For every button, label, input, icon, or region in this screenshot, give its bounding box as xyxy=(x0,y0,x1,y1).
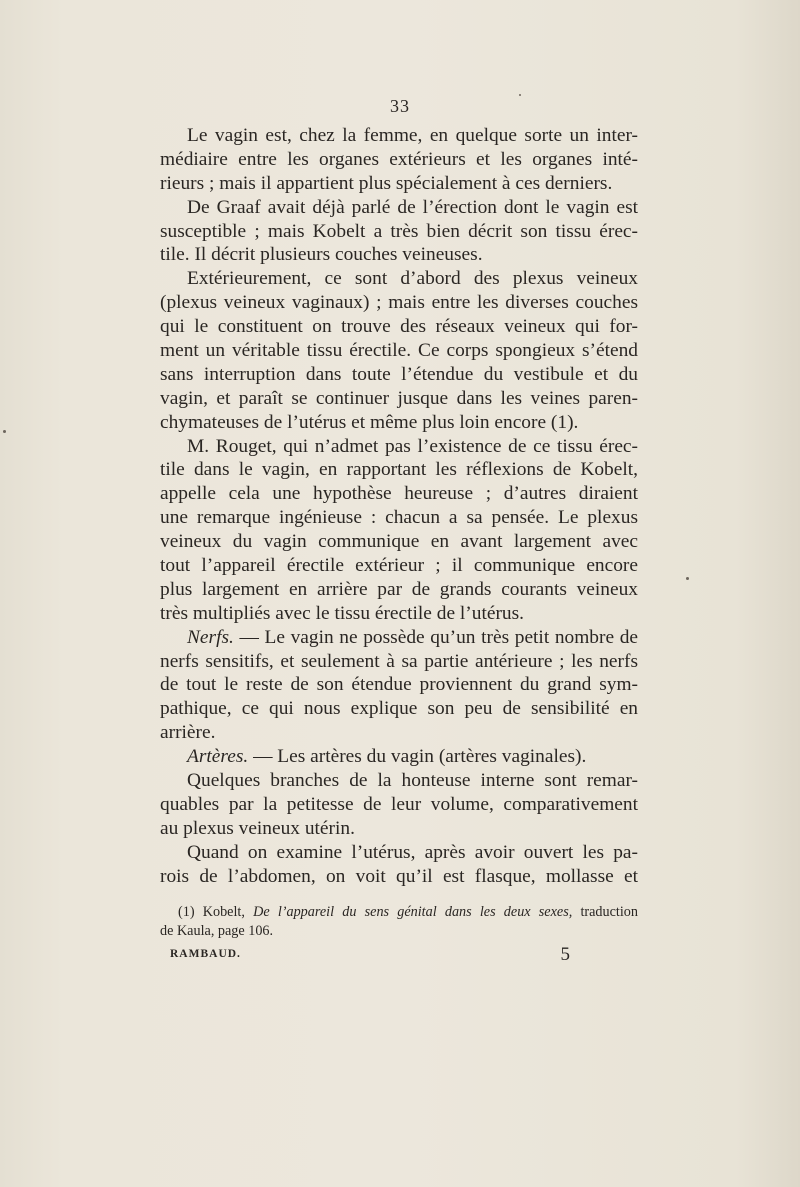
text-line: veineux du vagin communique en avant largement avec xyxy=(160,531,638,553)
text-line: tile. Il décrit plusieurs couches veineuses. xyxy=(160,244,483,266)
text-line: Quelques branches de la honteuse interne sont remar- xyxy=(187,770,638,792)
ink-speck xyxy=(3,430,6,433)
text-line: Le vagin est, chez la femme, en quelque sorte un inter- xyxy=(187,125,638,146)
body-text xyxy=(160,124,638,889)
text-line: (plexus veineux vaginaux) ; mais entre les diverses couches xyxy=(160,292,638,314)
text-line: arrière. xyxy=(160,722,216,744)
footnote-line xyxy=(160,903,638,922)
footnote xyxy=(160,903,638,941)
text-line: quables par la petitesse de leur volume, comparativement xyxy=(160,793,638,815)
text-line: plus largement en arrière par de grands courants veineux xyxy=(160,578,638,600)
text-line xyxy=(160,626,638,650)
text-line: tile dans le vagin, en rapportant les réflexions de Kobelt, xyxy=(160,459,638,481)
text-line: de tout le reste de son étendue proviennent du grand sym- xyxy=(160,674,638,696)
sheet-number: 5 xyxy=(560,944,570,965)
footnote-title: De l’appareil du sens génital dans les deux sexes, xyxy=(253,904,573,920)
text-line: nerfs sensitifs, et seulement à sa partie antérieure ; les nerfs xyxy=(160,650,638,672)
footnote-suffix: traduction xyxy=(572,904,638,920)
section-heading: Artères. xyxy=(187,746,249,768)
text-line: M. Rouget, qui n’admet pas l’existence de ce tissu érec- xyxy=(187,435,638,457)
text-line: au plexus veineux utérin. xyxy=(160,817,355,839)
text-line: qui le constituent on trouve des réseaux veineux qui for- xyxy=(160,316,638,338)
text-line: très multipliés avec le tissu érectile de l’utérus. xyxy=(160,602,524,624)
ink-speck xyxy=(686,577,689,580)
footnote-prefix: (1) Kobelt, xyxy=(178,904,254,920)
text-line: ment un véritable tissu érectile. Ce corps spongieux s’étend xyxy=(160,340,638,362)
text-line: pathique, ce qui nous explique son peu de sensibilité en xyxy=(160,698,638,720)
ink-speck xyxy=(519,94,521,96)
text-line: rieurs ; mais il appartient plus spécialement à ces derniers. xyxy=(160,172,613,194)
page-number: 33 xyxy=(390,96,410,116)
text-line: susceptible ; mais Kobelt a très bien décrit son tissu érec- xyxy=(160,220,638,242)
signature-mark: RAMBAUD. xyxy=(170,948,241,960)
text-line: appelle cela une hypothèse heureuse ; d’autres diraient xyxy=(160,483,638,505)
text-line: vagin, et paraît se continuer jusque dans les veines paren- xyxy=(160,387,638,409)
text-line: médiaire entre les organes extérieurs et les organes inté- xyxy=(160,148,638,170)
text-line xyxy=(160,745,638,769)
footnote-line: de Kaula, page 106. xyxy=(160,923,274,939)
text-line: Quand on examine l’utérus, après avoir ouvert les pa- xyxy=(187,841,638,863)
text-line: De Graaf avait déjà parlé de l’érection dont le vagin est xyxy=(187,196,638,218)
text-line: tout l’appareil érectile extérieur ; il communique encore xyxy=(160,555,638,577)
text-line: sans interruption dans toute l’étendue du vestibule et du xyxy=(160,363,638,385)
text-line: Extérieurement, ce sont d’abord des plexus veineux xyxy=(187,268,638,290)
line-text: — Le vagin ne possède qu’un très petit nombre de xyxy=(233,626,638,648)
line-text: — Les artères du vagin (artères vaginales). xyxy=(248,746,587,768)
text-line: rois de l’abdomen, on voit qu’il est flasque, mollasse et xyxy=(160,865,638,887)
signature-row xyxy=(160,944,638,968)
text-line: chymateuses de l’utérus et même plus loin encore (1). xyxy=(160,411,579,433)
section-heading: Nerfs. xyxy=(187,626,234,648)
text-line: une remarque ingénieuse : chacun a sa pensée. Le plexus xyxy=(160,507,638,529)
